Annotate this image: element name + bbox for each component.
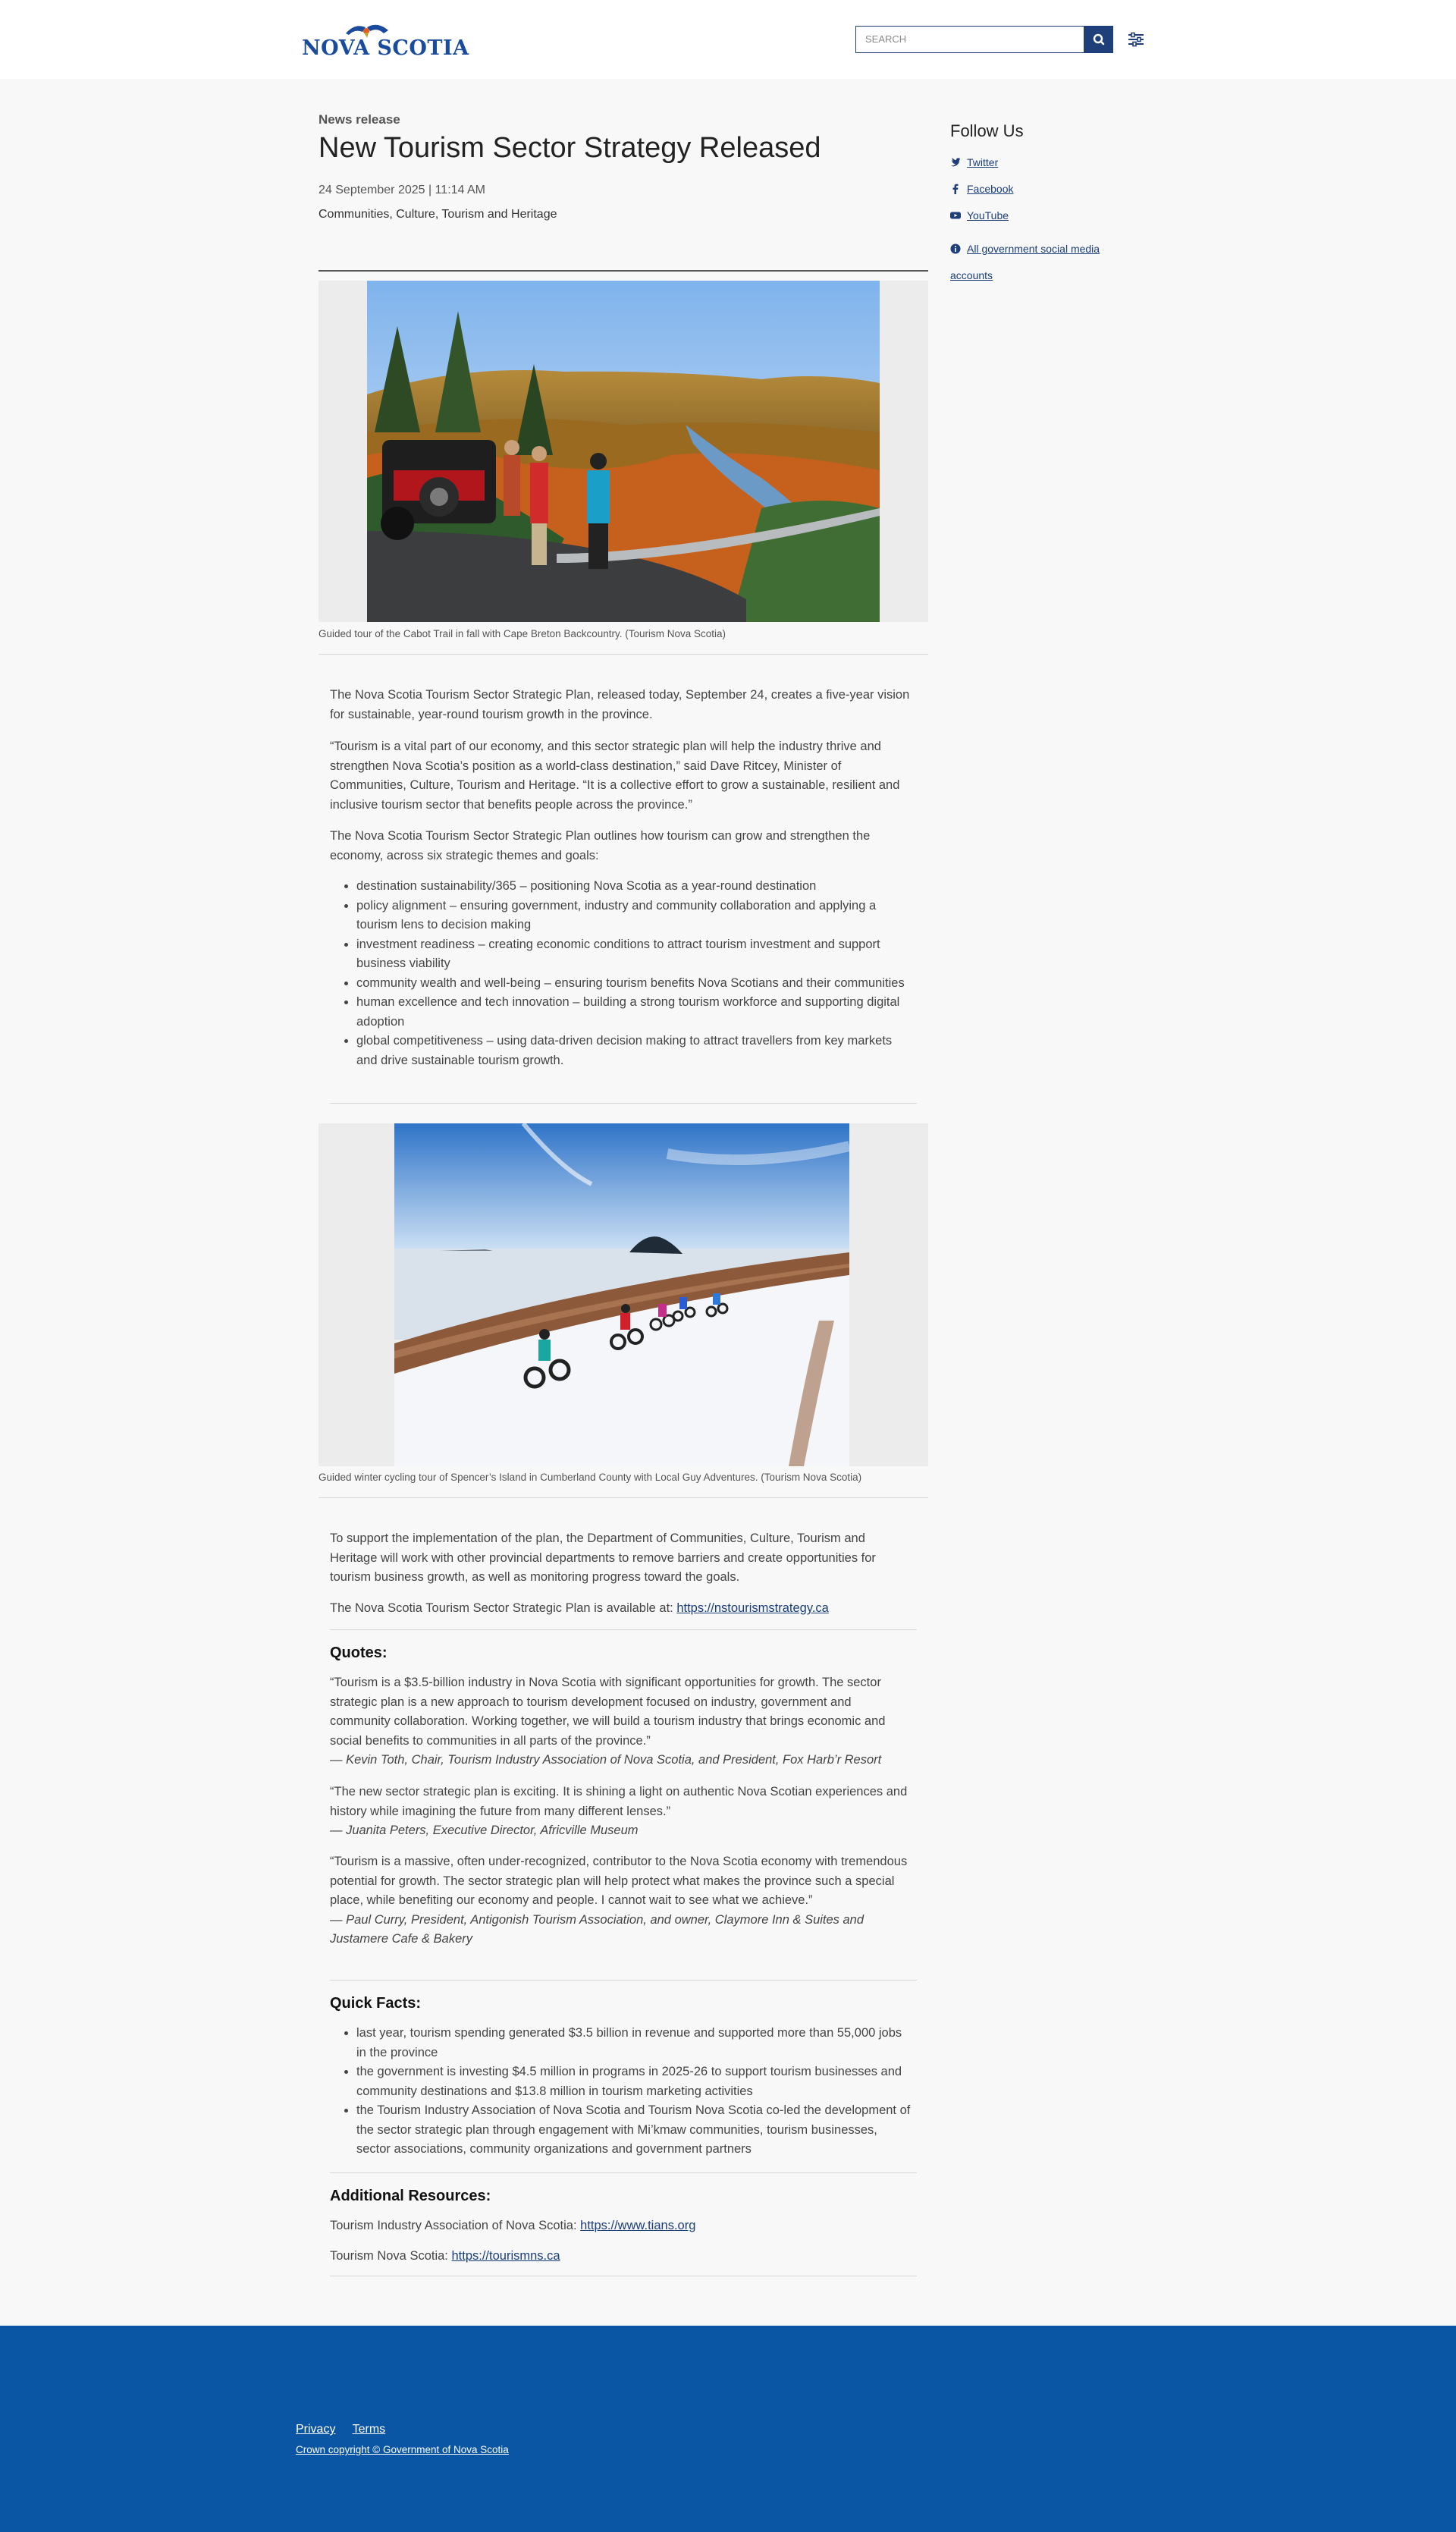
footer-links: [296, 2423, 399, 2436]
paragraph: The Nova Scotia Tourism Sector Strategic Plan is available at: https://nstourismstrategy.ca: [330, 1601, 829, 1615]
figure-spencers-island: [318, 1123, 928, 1466]
paragraph: The Nova Scotia Tourism Sector Strategic Plan, released today, September 24, creates a five-year vision for sustainable, year-round tourism growth in the province.: [330, 688, 910, 721]
nova-scotia-logo[interactable]: [302, 20, 469, 61]
tians-link[interactable]: https://www.tians.org: [580, 2219, 696, 2232]
paragraph: The Nova Scotia Tourism Sector Strategic Plan outlines how tourism can grow and strengthen the economy, across six strategic themes and goals:: [330, 829, 871, 862]
list-item: • community wealth and well-being – ensuring tourism benefits Nova Scotians and their communities: [356, 974, 914, 994]
youtube-icon: [950, 210, 961, 221]
list-item: • investment readiness – creating economic conditions to attract tourism investment and support business viability: [356, 935, 914, 974]
copyright-link[interactable]: Crown copyright © Government of Nova Scotia: [296, 2444, 509, 2455]
quote-text: “Tourism is a $3.5-billion industry in Nova Scotia with significant opportunities for growth. The sector strategic plan is a new approach to tourism development focused on industry, government and community collaboration. Working together, we will build a tourism industry that brings economic and social benefits to communities in all parts of the province.”: [330, 1676, 886, 1748]
figure-caption: Guided winter cycling tour of Spencer’s Island in Cumberland County with Local Guy Adventures. (Tourism Nova Scotia): [318, 1472, 862, 1483]
sliders-menu-icon: [1125, 29, 1147, 50]
strategic-themes-list: [356, 877, 914, 1070]
divider: [330, 1103, 917, 1104]
social-link-youtube[interactable]: YouTube: [950, 209, 1009, 221]
divider: [330, 2172, 917, 2173]
quote-text: “Tourism is a massive, often under-recognized, contributor to the Nova Scotia economy with tremendous potential for growth. The sector strategic plan will help protect what makes the province such a special place, while benefiting our economy and people. I cannot wait to see what we achieve.”: [330, 1855, 908, 1907]
quote-text: “The new sector strategic plan is exciting. It is shining a light on authentic Nova Scotian experiences and history while imagining the future from many different lenses.”: [330, 1785, 908, 1818]
social-link-facebook[interactable]: Facebook: [950, 183, 1013, 195]
privacy-link[interactable]: Privacy: [296, 2423, 336, 2436]
list-item: • human excellence and tech innovation – building a strong tourism workforce and supporting digital adoption: [356, 993, 914, 1032]
list-item: • destination sustainability/365 – positioning Nova Scotia as a year-round destination: [356, 877, 914, 897]
site-footer: [0, 2326, 1456, 2532]
menu-toggle-button[interactable]: [1125, 29, 1147, 50]
divider: [330, 1980, 917, 1981]
article-type: News release: [318, 112, 400, 127]
terms-link[interactable]: Terms: [352, 2423, 386, 2436]
winter-cycling-photo: [394, 1123, 849, 1466]
quote-block: [330, 1783, 914, 1841]
logo-wordmark: NOVA SCOTIA: [302, 36, 469, 60]
quick-facts-heading: Quick Facts:: [330, 1995, 422, 2012]
figure-caption: Guided tour of the Cabot Trail in fall with Cape Breton Backcountry. (Tourism Nova Scotia): [318, 628, 726, 639]
list-item: • the government is investing $4.5 million in programs in 2025-26 to support tourism businesses and community destinations and $13.8 million in tourism marketing activities: [356, 2062, 914, 2101]
site-header: [0, 0, 1456, 79]
list-item: • global competitiveness – using data-driven decision making to attract travellers from key markets and drive sustainable tourism growth.: [356, 1032, 914, 1070]
additional-resources-heading: Additional Resources:: [330, 2188, 491, 2204]
page-title: New Tourism Sector Strategy Released: [318, 132, 821, 164]
follow-us-heading: Follow Us: [950, 121, 1024, 140]
info-icon: [950, 243, 961, 254]
divider: [330, 1629, 917, 1630]
search-input[interactable]: SEARCH: [855, 26, 1084, 53]
social-link-all-accounts[interactable]: All government social media accounts: [950, 243, 1100, 281]
list-item: • policy alignment – ensuring government, industry and community collaboration and applying a tourism lens to decision making: [356, 897, 914, 935]
resource-line: Tourism Nova Scotia: https://tourismns.ca: [330, 2249, 560, 2263]
quote-block: [330, 1673, 914, 1770]
twitter-icon: [950, 157, 961, 168]
paragraph: To support the implementation of the plan, the Department of Communities, Culture, Tourism and Heritage will work with other provincial departments to remove barriers and create opportunities for tourism business growth, as well as monitoring progress toward the goals.: [330, 1531, 876, 1584]
facebook-icon: [950, 184, 961, 194]
search-button[interactable]: [1084, 26, 1113, 53]
divider: [318, 1497, 928, 1498]
list-item: • the Tourism Industry Association of Nova Scotia and Tourism Nova Scotia co-led the development of the sector strategic plan through engagement with Mi’kmaw communities, tourism businesses, sector associations, community organizations and government partners: [356, 2101, 914, 2160]
quote-attribution: — Paul Curry, President, Antigonish Tourism Association, and owner, Claymore Inn & Suites and Justamere Cafe & Bakery: [330, 1912, 864, 1946]
social-link-twitter[interactable]: Twitter: [950, 156, 998, 168]
minister-quote: “Tourism is a vital part of our economy, and this sector strategic plan will help the industry thrive and strengthen Nova Scotia’s position as a world-class destination,” said Dave Ritcey, Minister of Communities, Culture, Tourism and Heritage. “It is a collective effort to grow a sustainable, resilient and inclusive tourism sector that benefits people across the province.”: [330, 740, 900, 812]
divider: [318, 654, 928, 655]
quote-block: [330, 1852, 914, 1949]
search-icon: [1084, 26, 1113, 53]
quotes-heading: Quotes:: [330, 1645, 388, 1661]
article-department: Communities, Culture, Tourism and Heritage: [318, 208, 557, 221]
figure-cabot-trail: [318, 281, 928, 622]
strategy-link[interactable]: https://nstourismstrategy.ca: [676, 1601, 829, 1615]
resource-line: Tourism Industry Association of Nova Scotia: https://www.tians.org: [330, 2219, 696, 2232]
quote-attribution: — Kevin Toth, Chair, Tourism Industry Association of Nova Scotia, and President, Fox Harb’r Resort: [330, 1753, 882, 1767]
divider: [318, 270, 928, 272]
list-item: • last year, tourism spending generated $3.5 billion in revenue and supported more than 55,000 jobs in the province: [356, 2024, 914, 2062]
quote-attribution: — Juanita Peters, Executive Director, Africville Museum: [330, 1824, 639, 1837]
cabot-trail-photo: [367, 281, 880, 622]
quick-facts-list: [356, 2024, 914, 2160]
article-date: 24 September 2025 | 11:14 AM: [318, 184, 486, 196]
tourismns-link[interactable]: https://tourismns.ca: [451, 2249, 560, 2263]
